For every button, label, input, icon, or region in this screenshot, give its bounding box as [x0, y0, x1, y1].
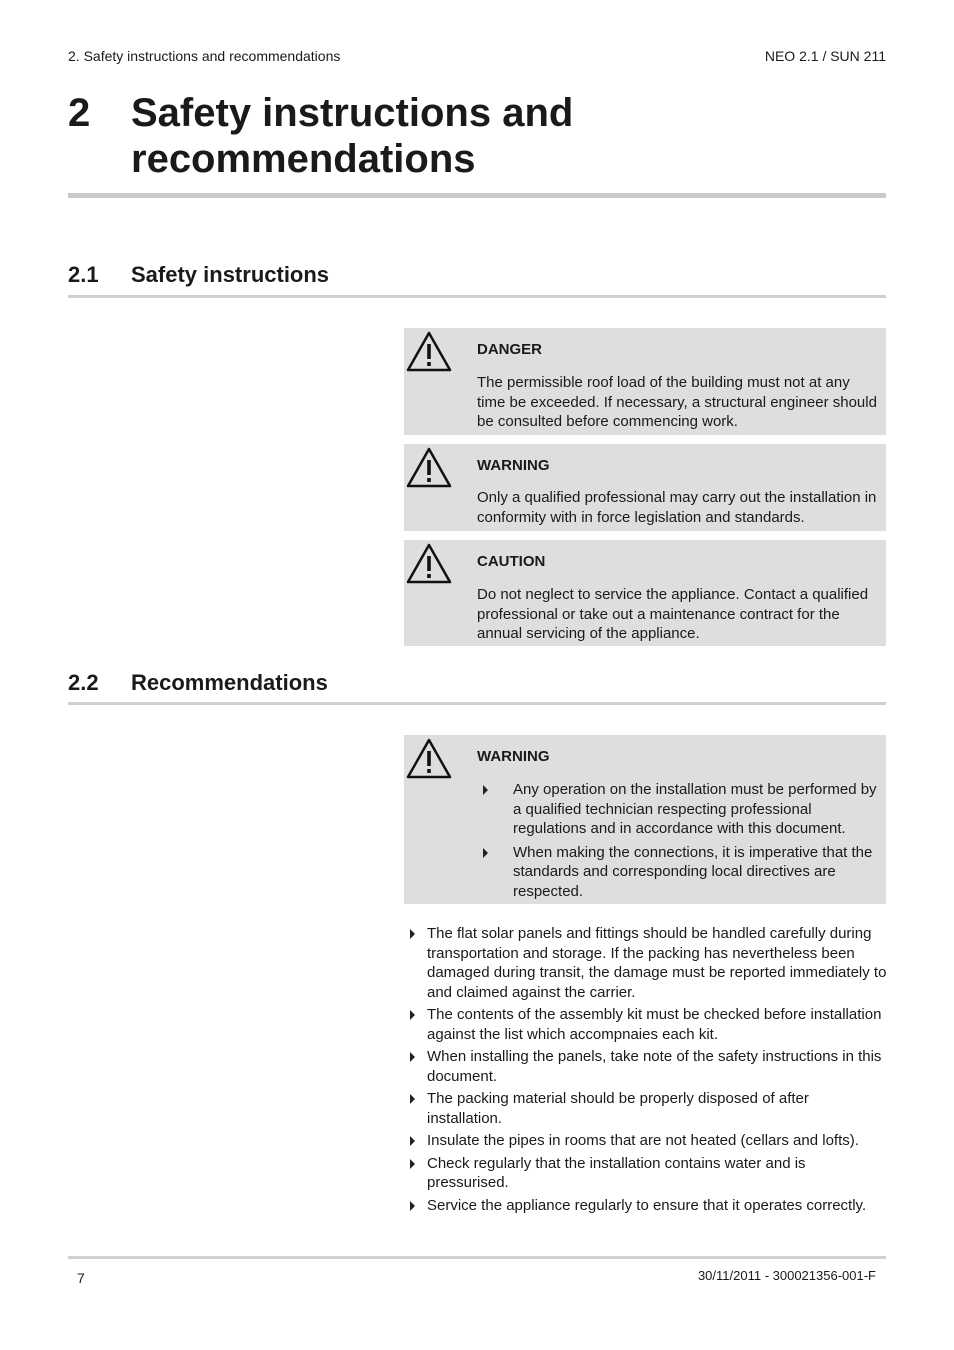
chapter-rule — [68, 193, 886, 198]
bullet-arrow-icon — [410, 1094, 415, 1104]
footer-rule — [68, 1256, 886, 1259]
recommendations-list — [404, 924, 888, 1218]
list-item-text: When installing the panels, take note of the safety instructions in this document. — [427, 1048, 882, 1085]
section-title: Safety instructions — [131, 262, 330, 287]
section-rule — [68, 702, 886, 705]
list-item — [404, 1131, 888, 1151]
warning-triangle-icon — [406, 330, 452, 372]
list-item — [404, 1005, 888, 1044]
document-reference: 30/11/2011 - 300021356-001-F — [697, 1268, 876, 1283]
section-title: Recommendations — [131, 670, 328, 695]
danger-label: DANGER — [477, 341, 543, 358]
list-item — [404, 924, 888, 1002]
list-item-text: The contents of the assembly kit must be checked before installation against the list which accompnaies each kit. — [427, 1006, 882, 1043]
list-item-text: Any operation on the installation must be performed by a qualified technician respecting professional regulations and in accordance with this document. — [513, 781, 877, 837]
list-item — [477, 843, 882, 902]
page-number: 7 — [77, 1270, 85, 1286]
list-item-text: The flat solar panels and fittings should be handled carefully during transportation and storage. If the packing has nevertheless been damaged during transit, the damage must be reported immediately to and claimed against the carrier. — [427, 925, 887, 1001]
list-item-text: The packing material should be properly disposed of after installation. — [427, 1090, 809, 1127]
bullet-arrow-icon — [410, 1136, 415, 1146]
bullet-arrow-icon — [410, 1159, 415, 1169]
bullet-arrow-icon — [410, 929, 415, 939]
section-rule — [68, 295, 886, 298]
list-item-text: When making the connections, it is imperative that the standards and corresponding local directives are respected. — [513, 843, 873, 900]
danger-text: The permissible roof load of the building must not at any time be exceeded. If necessary, a structural engineer should be consulted before commencing work. — [477, 374, 877, 430]
list-item — [477, 780, 882, 839]
chapter-number: 2 — [68, 91, 91, 135]
list-item-text: Check regularly that the installation contains water and is pressurised. — [427, 1154, 806, 1191]
danger-box — [404, 328, 886, 435]
list-item-text: Insulate the pipes in rooms that are not heated (cellars and lofts). — [427, 1132, 859, 1149]
bullet-arrow-icon — [483, 785, 488, 795]
list-item — [404, 1154, 888, 1193]
section-number: 2.2 — [68, 670, 99, 695]
warning-text: Only a qualified professional may carry out the installation in conformity with in force legislation and standards. — [477, 489, 877, 526]
warning-box — [404, 444, 886, 531]
running-header-section: 2. Safety instructions and recommendations — [68, 48, 341, 64]
list-item-text: Service the appliance regularly to ensure that it operates correctly. — [427, 1196, 867, 1214]
warning-triangle-icon — [406, 737, 452, 779]
bullet-arrow-icon — [410, 1201, 415, 1211]
list-item — [404, 1196, 888, 1216]
warning-triangle-icon — [406, 542, 452, 584]
section-number: 2.1 — [68, 262, 99, 287]
list-item — [404, 1089, 888, 1128]
bullet-arrow-icon — [410, 1010, 415, 1020]
caution-box — [404, 540, 886, 646]
running-header-product: NEO 2.1 / SUN 211 — [764, 48, 886, 64]
caution-label: CAUTION — [477, 553, 546, 570]
recommendation-warning-box — [404, 735, 886, 904]
chapter-title: Safety instructions and recommendations — [131, 91, 574, 181]
recommendation-warning-label: WARNING — [477, 748, 550, 765]
warning-label: WARNING — [477, 457, 550, 474]
recommendation-warning-list — [477, 780, 882, 901]
warning-triangle-icon — [406, 446, 452, 488]
bullet-arrow-icon — [483, 848, 488, 858]
caution-text: Do not neglect to service the appliance. Contact a qualified professional or take out a maintenance contract for the annual servicing of the appliance. — [477, 586, 869, 642]
bullet-arrow-icon — [410, 1052, 415, 1062]
list-item — [404, 1047, 888, 1086]
